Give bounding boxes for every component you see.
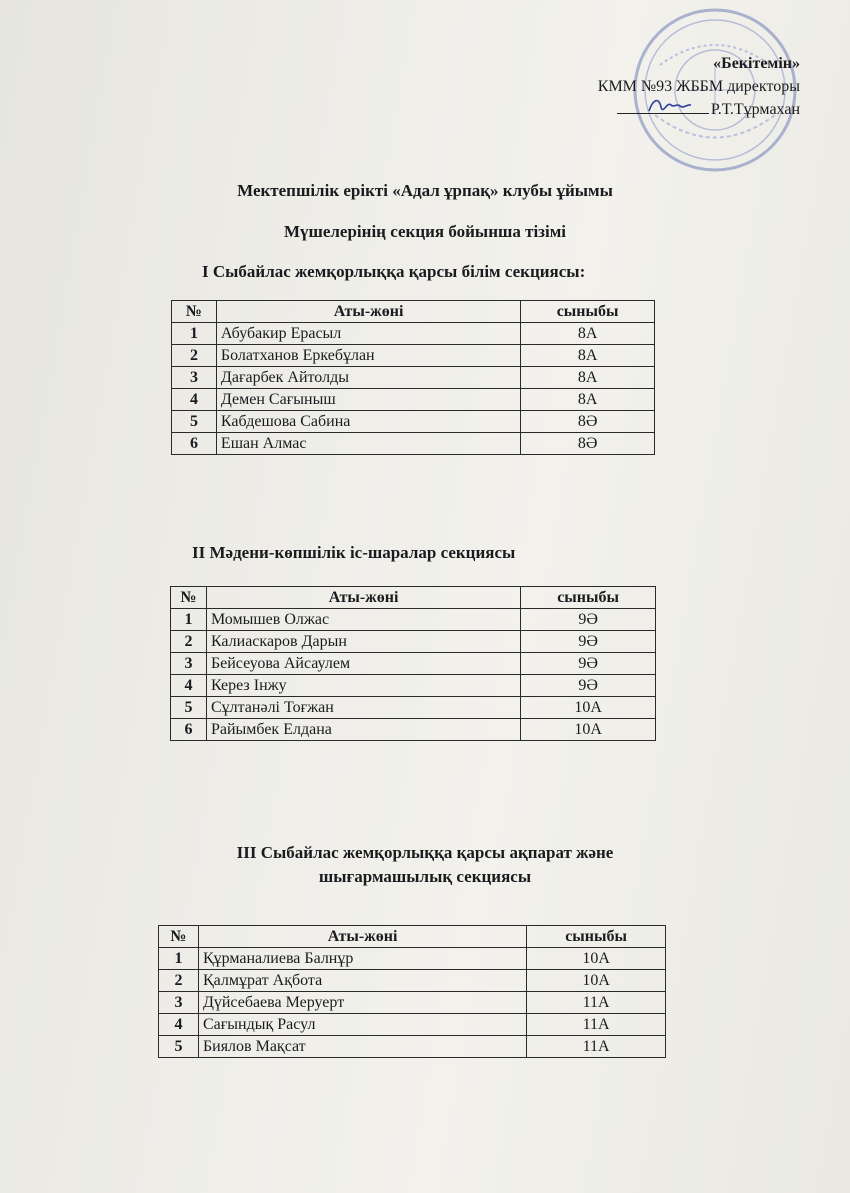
table-header-row xyxy=(172,301,655,323)
section-3-title-line1: ІІІ Сыбайлас жемқорлыққа қарсы ақпарат және xyxy=(236,843,614,862)
approval-block xyxy=(598,52,800,121)
header-name: Аты-жөні xyxy=(216,301,520,323)
row-name: Сағындық Расул xyxy=(198,1014,526,1036)
row-number: 2 xyxy=(159,970,199,992)
table-row xyxy=(159,1036,666,1058)
approval-signature-line xyxy=(598,98,800,121)
row-name: Биялов Мақсат xyxy=(198,1036,526,1058)
section-2-title: ІІ Мәдени-көпшілік іс-шаралар секциясы xyxy=(192,543,516,562)
table-row xyxy=(172,323,655,345)
row-name: Керез Інжу xyxy=(206,675,520,697)
row-class: 11А xyxy=(527,1014,666,1036)
header-class: сыныбы xyxy=(521,587,656,609)
approval-position: КММ №93 ЖББМ директоры xyxy=(597,78,800,95)
row-class: 10А xyxy=(527,948,666,970)
row-number: 4 xyxy=(172,389,217,411)
document-subtitle: Мүшелерінің секция бойынша тізімі xyxy=(283,222,567,241)
row-name: Болатханов Еркебұлан xyxy=(216,345,520,367)
table-row xyxy=(159,992,666,1014)
approval-title: «Бекітемін» xyxy=(713,55,800,72)
table-row xyxy=(172,389,655,411)
row-number: 4 xyxy=(171,675,207,697)
section-3-title-line2: шығармашылық секциясы xyxy=(318,867,532,886)
section-3-title xyxy=(0,843,850,887)
row-class: 9Ә xyxy=(521,609,656,631)
header-number: № xyxy=(171,587,207,609)
table-row xyxy=(171,653,656,675)
row-name: Калиаскаров Дарын xyxy=(206,631,520,653)
row-number: 1 xyxy=(172,323,217,345)
row-class: 8Ә xyxy=(521,433,655,455)
row-class: 9Ә xyxy=(521,675,656,697)
signature-icon xyxy=(647,95,692,117)
row-class: 11А xyxy=(527,1036,666,1058)
table-row xyxy=(172,345,655,367)
approval-director-name: Р.Т.Тұрмахан xyxy=(710,101,800,118)
row-name: Райымбек Елдана xyxy=(206,719,520,741)
section-1-title: І Сыбайлас жемқорлыққа қарсы білім секциясы: xyxy=(202,262,586,281)
header-number: № xyxy=(172,301,217,323)
row-name: Абубакир Ерасыл xyxy=(216,323,520,345)
row-class: 10А xyxy=(521,719,656,741)
row-number: 5 xyxy=(172,411,217,433)
row-name: Кабдешова Сабина xyxy=(216,411,520,433)
table-row xyxy=(171,719,656,741)
row-number: 5 xyxy=(171,697,207,719)
row-number: 2 xyxy=(172,345,217,367)
table-row xyxy=(159,1014,666,1036)
row-number: 3 xyxy=(159,992,199,1014)
row-class: 8А xyxy=(521,345,655,367)
row-class: 8А xyxy=(521,367,655,389)
row-class: 10А xyxy=(521,697,656,719)
row-name: Бейсеуова Айсаулем xyxy=(206,653,520,675)
row-name: Ешан Алмас xyxy=(216,433,520,455)
row-number: 6 xyxy=(172,433,217,455)
section-1-table xyxy=(171,300,655,455)
table-row xyxy=(159,948,666,970)
row-class: 8Ә xyxy=(521,411,655,433)
table-row xyxy=(171,631,656,653)
row-class: 9Ә xyxy=(521,631,656,653)
header-class: сыныбы xyxy=(527,926,666,948)
row-name: Момышев Олжас xyxy=(206,609,520,631)
row-class: 11А xyxy=(527,992,666,1014)
row-class: 8А xyxy=(521,323,655,345)
table-row xyxy=(171,697,656,719)
section-3-table xyxy=(158,925,666,1058)
table-row xyxy=(159,970,666,992)
row-number: 6 xyxy=(171,719,207,741)
row-class: 10А xyxy=(527,970,666,992)
row-class: 8А xyxy=(521,389,655,411)
row-name: Дүйсебаева Меруерт xyxy=(198,992,526,1014)
table-header-row xyxy=(159,926,666,948)
row-number: 1 xyxy=(171,609,207,631)
table-row xyxy=(172,411,655,433)
row-number: 2 xyxy=(171,631,207,653)
table-row xyxy=(171,675,656,697)
row-number: 3 xyxy=(172,367,217,389)
header-name: Аты-жөні xyxy=(206,587,520,609)
table-row xyxy=(172,367,655,389)
section-2-table xyxy=(170,586,656,741)
row-name: Демен Сағыныш xyxy=(216,389,520,411)
header-name: Аты-жөні xyxy=(198,926,526,948)
table-row xyxy=(172,433,655,455)
document-title: Мектепшілік ерікті «Адал ұрпақ» клубы ұйымы xyxy=(237,181,613,200)
row-name: Қалмұрат Ақбота xyxy=(198,970,526,992)
row-class: 9Ә xyxy=(521,653,656,675)
row-number: 4 xyxy=(159,1014,199,1036)
row-name: Құрманалиева Балнұр xyxy=(198,948,526,970)
row-name: Дағарбек Айтолды xyxy=(216,367,520,389)
row-number: 1 xyxy=(159,948,199,970)
signature-line xyxy=(617,99,709,114)
row-number: 3 xyxy=(171,653,207,675)
table-header-row xyxy=(171,587,656,609)
header-number: № xyxy=(159,926,199,948)
row-number: 5 xyxy=(159,1036,199,1058)
row-name: Сұлтанәлі Тоғжан xyxy=(206,697,520,719)
table-row xyxy=(171,609,656,631)
header-class: сыныбы xyxy=(521,301,655,323)
